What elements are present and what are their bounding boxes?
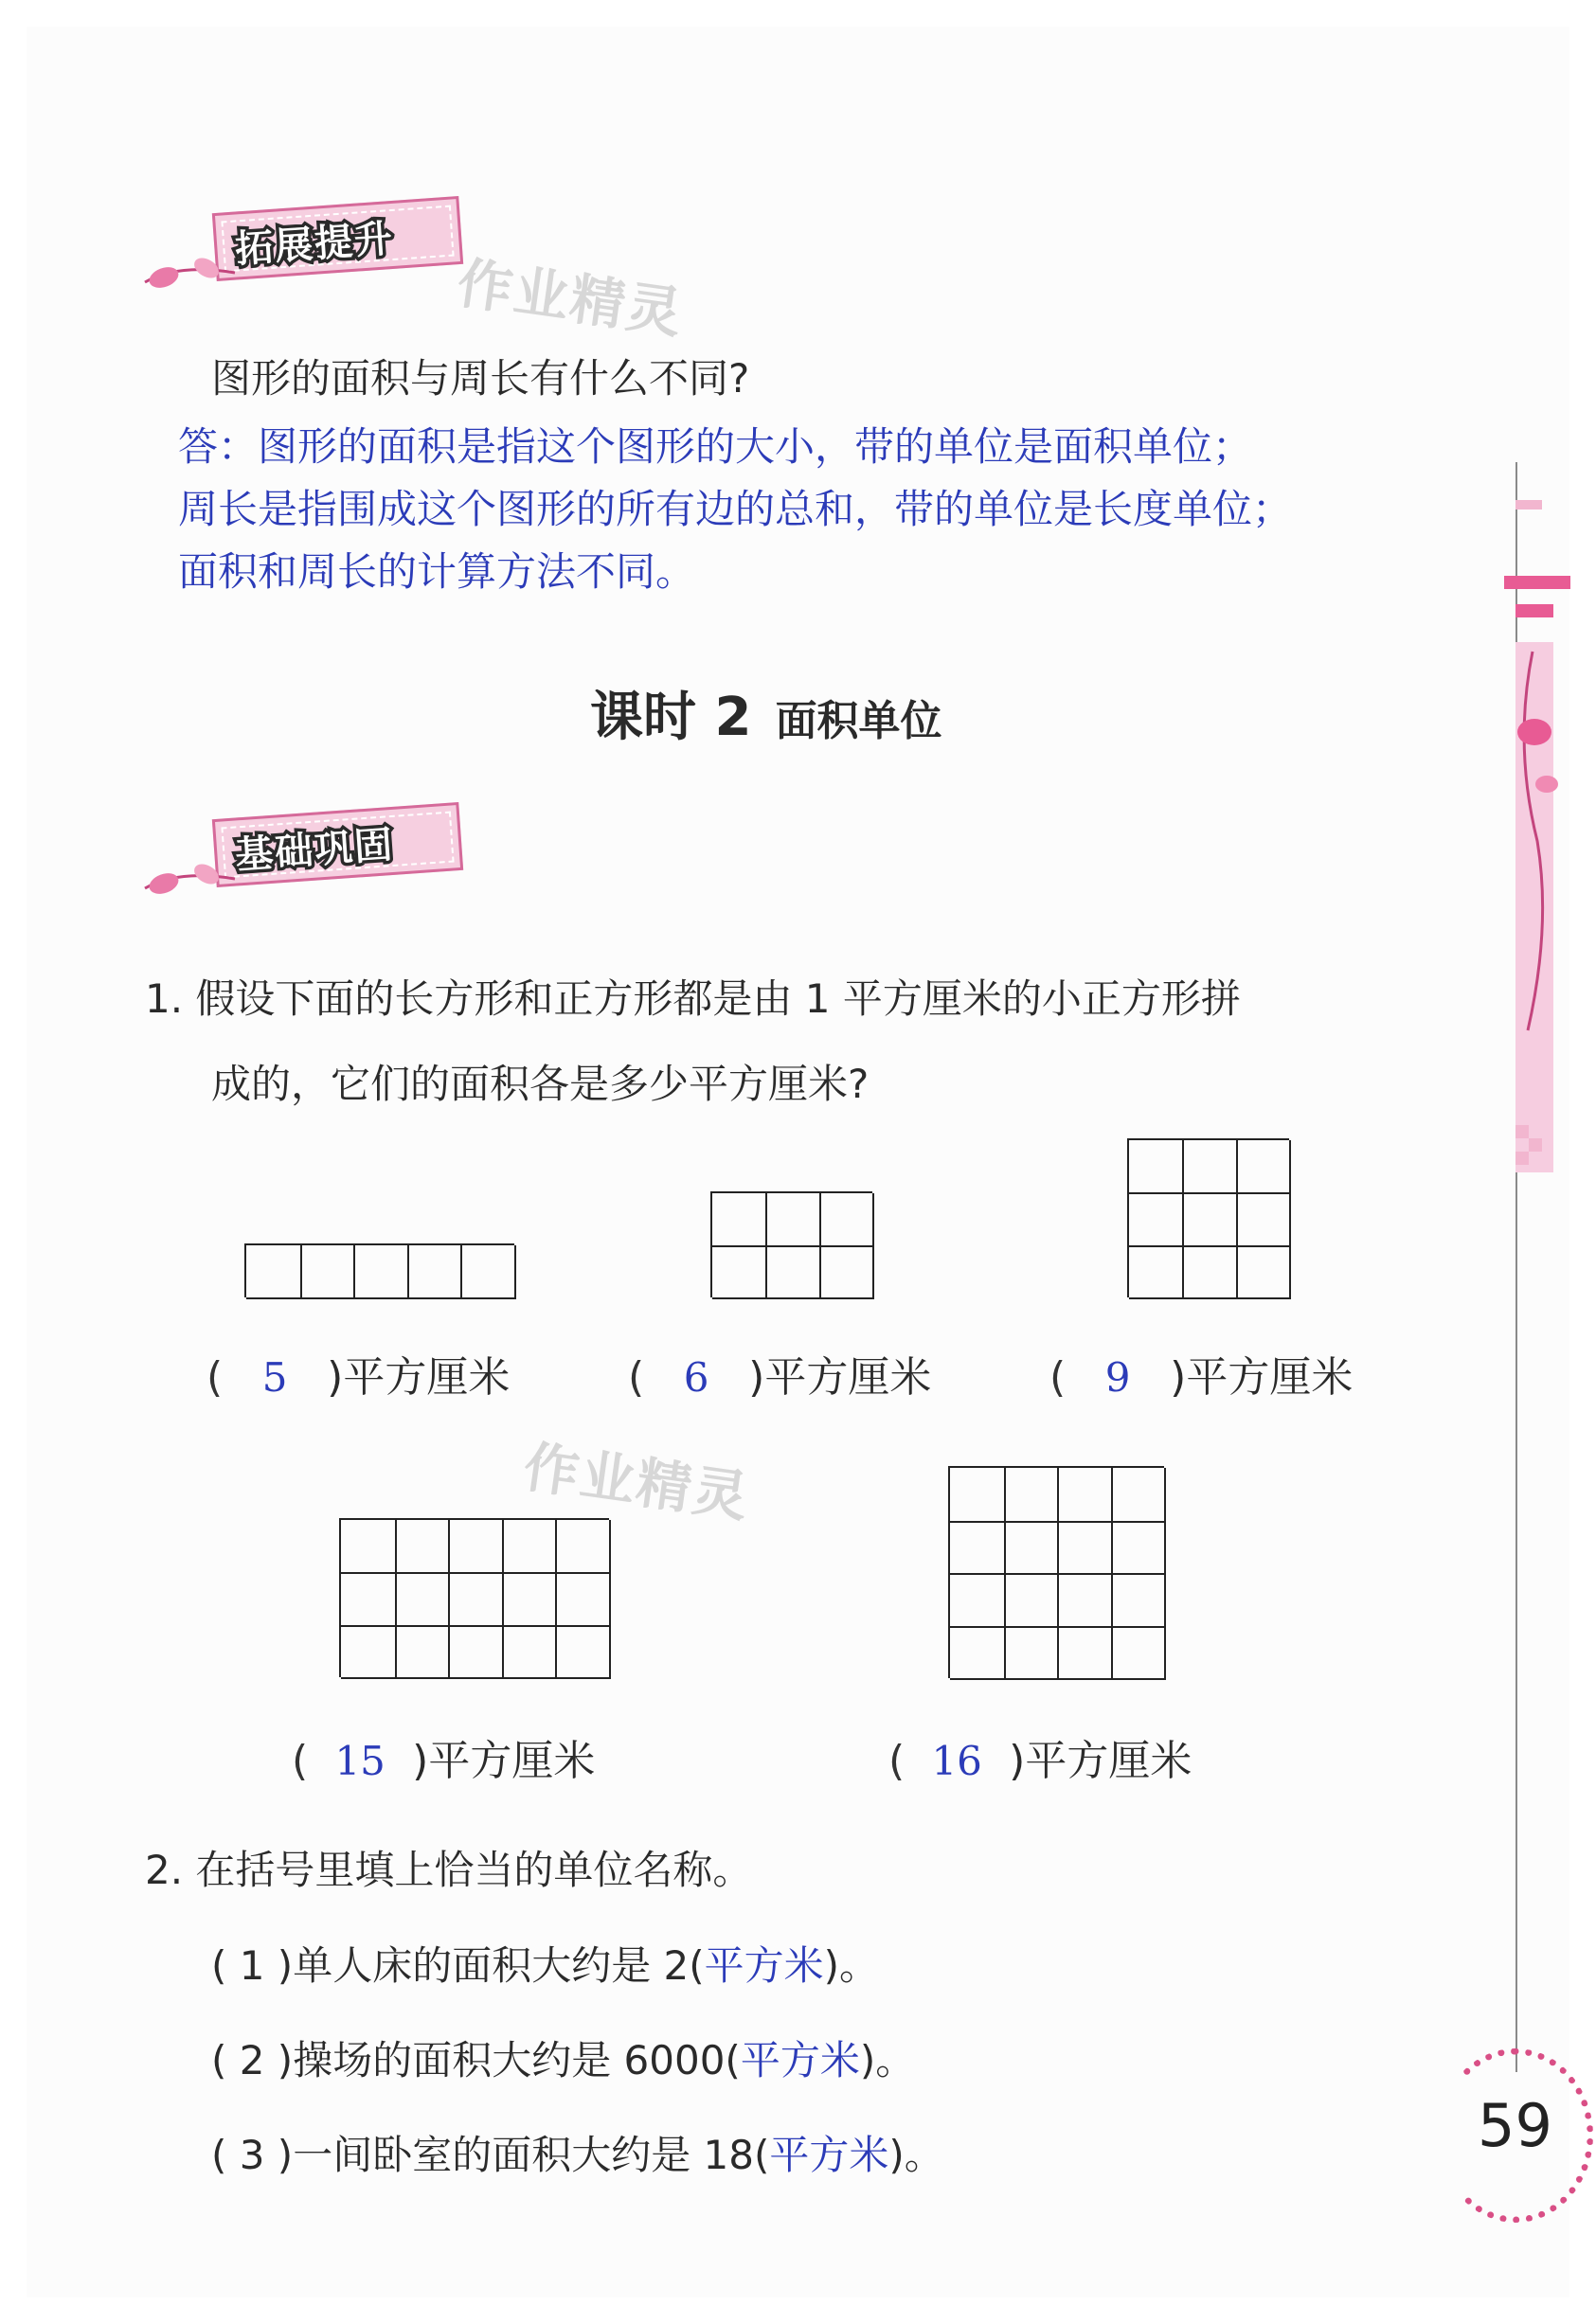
grid-9 <box>1127 1138 1289 1297</box>
q1-answer-3: ( 9 )平方厘米 <box>1049 1353 1354 1402</box>
grid-cell <box>448 1572 504 1626</box>
q1-answer-1: ( 5 )平方厘米 <box>206 1353 511 1402</box>
grid-cell <box>950 1626 1006 1681</box>
grid-cell <box>1129 1140 1184 1194</box>
answer-value: 平方米 <box>740 2037 860 2083</box>
grid-cell <box>1057 1573 1113 1628</box>
q1-line-1: 1. 假设下面的长方形和正方形都是由 1 平方厘米的小正方形拼 <box>145 975 1241 1022</box>
answer-value: 6 <box>683 1354 709 1401</box>
grid-cell <box>1182 1140 1237 1194</box>
q1-answer-2: ( 6 )平方厘米 <box>628 1353 932 1402</box>
question-prompt: 图形的面积与周长有什么不同? <box>211 355 750 402</box>
answer-value: 16 <box>931 1738 982 1784</box>
grid-cell <box>950 1573 1006 1628</box>
lesson-heading <box>590 675 942 751</box>
grid-cell <box>712 1245 767 1299</box>
unit-label: 平方厘米 <box>1186 1353 1354 1402</box>
grid-cell <box>395 1625 451 1679</box>
answer-value: 5 <box>261 1354 288 1401</box>
q1-answer-5: ( 16 )平方厘米 <box>888 1737 1193 1785</box>
grid-cell <box>1236 1192 1291 1246</box>
answer-value: 15 <box>334 1738 386 1784</box>
banner-title: 基础巩固 <box>233 823 396 878</box>
grid-cell <box>1004 1626 1060 1681</box>
grid-cell <box>448 1520 504 1574</box>
page-number: 59 <box>1478 2091 1552 2160</box>
section-banner-extension <box>140 188 481 301</box>
grid-cell <box>1236 1245 1291 1299</box>
unit-label: 平方厘米 <box>343 1353 511 1402</box>
answer-value: 9 <box>1104 1354 1131 1401</box>
grid-cell <box>353 1245 409 1299</box>
banner-title: 拓展提升 <box>233 217 396 272</box>
grid-cell <box>950 1521 1006 1576</box>
grid-cell <box>502 1625 558 1679</box>
q2-item-2: ( 2 )操场的面积大约是 6000(平方米)。 <box>211 2037 916 2083</box>
grid-cell <box>1004 1468 1060 1523</box>
answer-line-3: 面积和周长的计算方法不同。 <box>178 548 696 595</box>
grid-cell <box>1057 1521 1113 1576</box>
grid-cell <box>819 1193 874 1247</box>
grid-cell <box>246 1245 302 1299</box>
grid-cell <box>1057 1626 1113 1681</box>
grid-cell <box>765 1245 820 1299</box>
grid-cell <box>1057 1468 1113 1523</box>
grid-cell <box>395 1572 451 1626</box>
lesson-title: 面积单位 <box>775 697 942 745</box>
grid-cell <box>555 1520 611 1574</box>
unit-label: 平方厘米 <box>1025 1737 1193 1785</box>
grid-cell <box>950 1468 1006 1523</box>
grid-cell <box>448 1625 504 1679</box>
answer-value: 平方米 <box>704 1942 824 1989</box>
grid-cell <box>1111 1521 1167 1576</box>
grid-cell <box>341 1625 397 1679</box>
grid-cell <box>407 1245 463 1299</box>
grid-cell <box>555 1572 611 1626</box>
grid-cell <box>1182 1245 1237 1299</box>
lesson-number: 课时 2 <box>590 687 752 748</box>
grid-cell <box>712 1193 767 1247</box>
grid-cell <box>1111 1626 1167 1681</box>
unit-label: 平方厘米 <box>428 1737 596 1785</box>
grid-cell <box>1111 1573 1167 1628</box>
grid-cell <box>1004 1573 1060 1628</box>
section-banner-basics <box>140 794 481 907</box>
floral-margin-icon <box>1495 500 1570 1201</box>
grid-cell <box>1129 1192 1184 1246</box>
grid-cell <box>341 1572 397 1626</box>
workbook-page <box>27 27 1569 2297</box>
grid-cell <box>460 1245 516 1299</box>
answer-line-2: 周长是指围成这个图形的所有边的总和，带的单位是长度单位； <box>178 486 1293 532</box>
grid-cell <box>395 1520 451 1574</box>
grid-cell <box>1236 1140 1291 1194</box>
watermark-text: 作业精灵 <box>453 250 688 347</box>
answer-value: 平方米 <box>769 2132 889 2178</box>
q2-item-3: ( 3 )一间卧室的面积大约是 18(平方米)。 <box>211 2132 944 2178</box>
grid-cell <box>765 1193 820 1247</box>
grid-cell <box>1182 1192 1237 1246</box>
grid-5 <box>244 1243 514 1297</box>
watermark-text: 作业精灵 <box>519 1434 754 1530</box>
flower-vine-icon <box>140 225 244 301</box>
grid-cell <box>1004 1521 1060 1576</box>
grid-cell <box>1129 1245 1184 1299</box>
grid-cell <box>502 1520 558 1574</box>
grid-cell <box>819 1245 874 1299</box>
grid-cell <box>300 1245 356 1299</box>
grid-cell <box>555 1625 611 1679</box>
q2-item-1: ( 1 )单人床的面积大约是 2(平方米)。 <box>211 1942 880 1989</box>
answer-line-1: 答：图形的面积是指这个图形的大小，带的单位是面积单位； <box>178 423 1253 470</box>
flower-vine-icon <box>140 831 244 907</box>
grid-15 <box>339 1518 609 1677</box>
grid-cell <box>341 1520 397 1574</box>
grid-cell <box>1111 1468 1167 1523</box>
grid-6 <box>710 1191 872 1297</box>
grid-16 <box>948 1466 1164 1678</box>
q2-title: 2. 在括号里填上恰当的单位名称。 <box>145 1847 753 1893</box>
q1-answer-4: ( 15 )平方厘米 <box>292 1737 596 1785</box>
q1-line-2: 成的，它们的面积各是多少平方厘米? <box>211 1061 870 1107</box>
unit-label: 平方厘米 <box>764 1353 932 1402</box>
grid-cell <box>502 1572 558 1626</box>
